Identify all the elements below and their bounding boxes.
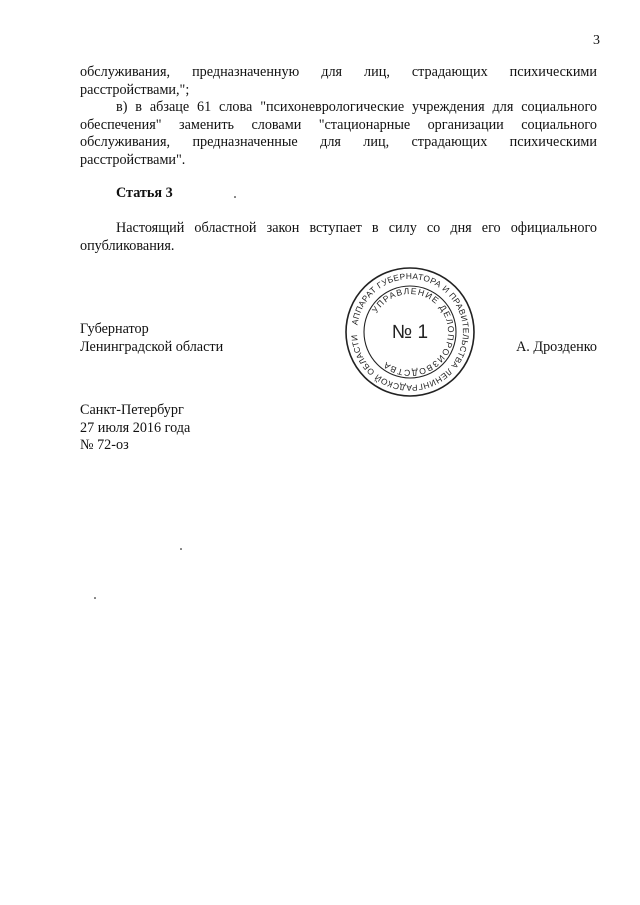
scan-speck <box>234 196 236 198</box>
text-line: опубликования. <box>80 237 175 254</box>
stamp-outer-text: АППАРАТ ГУБЕРНАТОРА И ПРАВИТЕЛЬСТВА ЛЕНИНГРАДСКОЙ ОБЛАСТИ <box>348 270 472 394</box>
place: Санкт-Петербург <box>80 402 184 418</box>
text-line: обслуживания, предназначенные для лиц, страдающих психическими <box>80 134 597 150</box>
text-line: обеспечения" заменить словами "стационарные организации социального <box>80 116 597 133</box>
stamp-center-number: № 1 <box>391 322 429 343</box>
text-line: в) в абзаце 61 слова "психоневрологические учреждения для социального <box>116 99 597 115</box>
paragraph-entry-into-force <box>80 220 597 255</box>
signatory-title <box>80 321 223 356</box>
paragraph-item-v <box>80 99 597 169</box>
place-date-number <box>80 402 190 455</box>
signatory-title-line: Ленинградской области <box>80 338 224 355</box>
article-heading: Статья 3 <box>116 185 173 201</box>
law-number: № 72-оз <box>80 437 129 453</box>
text-line: расстройствами". <box>80 151 186 168</box>
scan-speck <box>94 597 96 599</box>
text-line: обслуживания, предназначенную для лиц, страдающих психическими <box>80 64 597 80</box>
text-line: расстройствами,"; <box>80 81 190 98</box>
page-number: 3 <box>593 33 600 48</box>
official-stamp <box>344 266 476 398</box>
signatory-name: А. Дрозденко <box>516 339 597 355</box>
paragraph-continuation <box>80 64 597 99</box>
signatory-title-line: Губернатор <box>80 321 149 337</box>
date: 27 июля 2016 года <box>80 419 191 436</box>
scan-speck <box>180 548 182 550</box>
stamp-inner-text: УПРАВЛЕНИЕ ДЕЛОПРОИЗВОДСТВА <box>369 285 457 379</box>
text-line: Настоящий областной закон вступает в силу со дня его официального <box>116 220 597 236</box>
